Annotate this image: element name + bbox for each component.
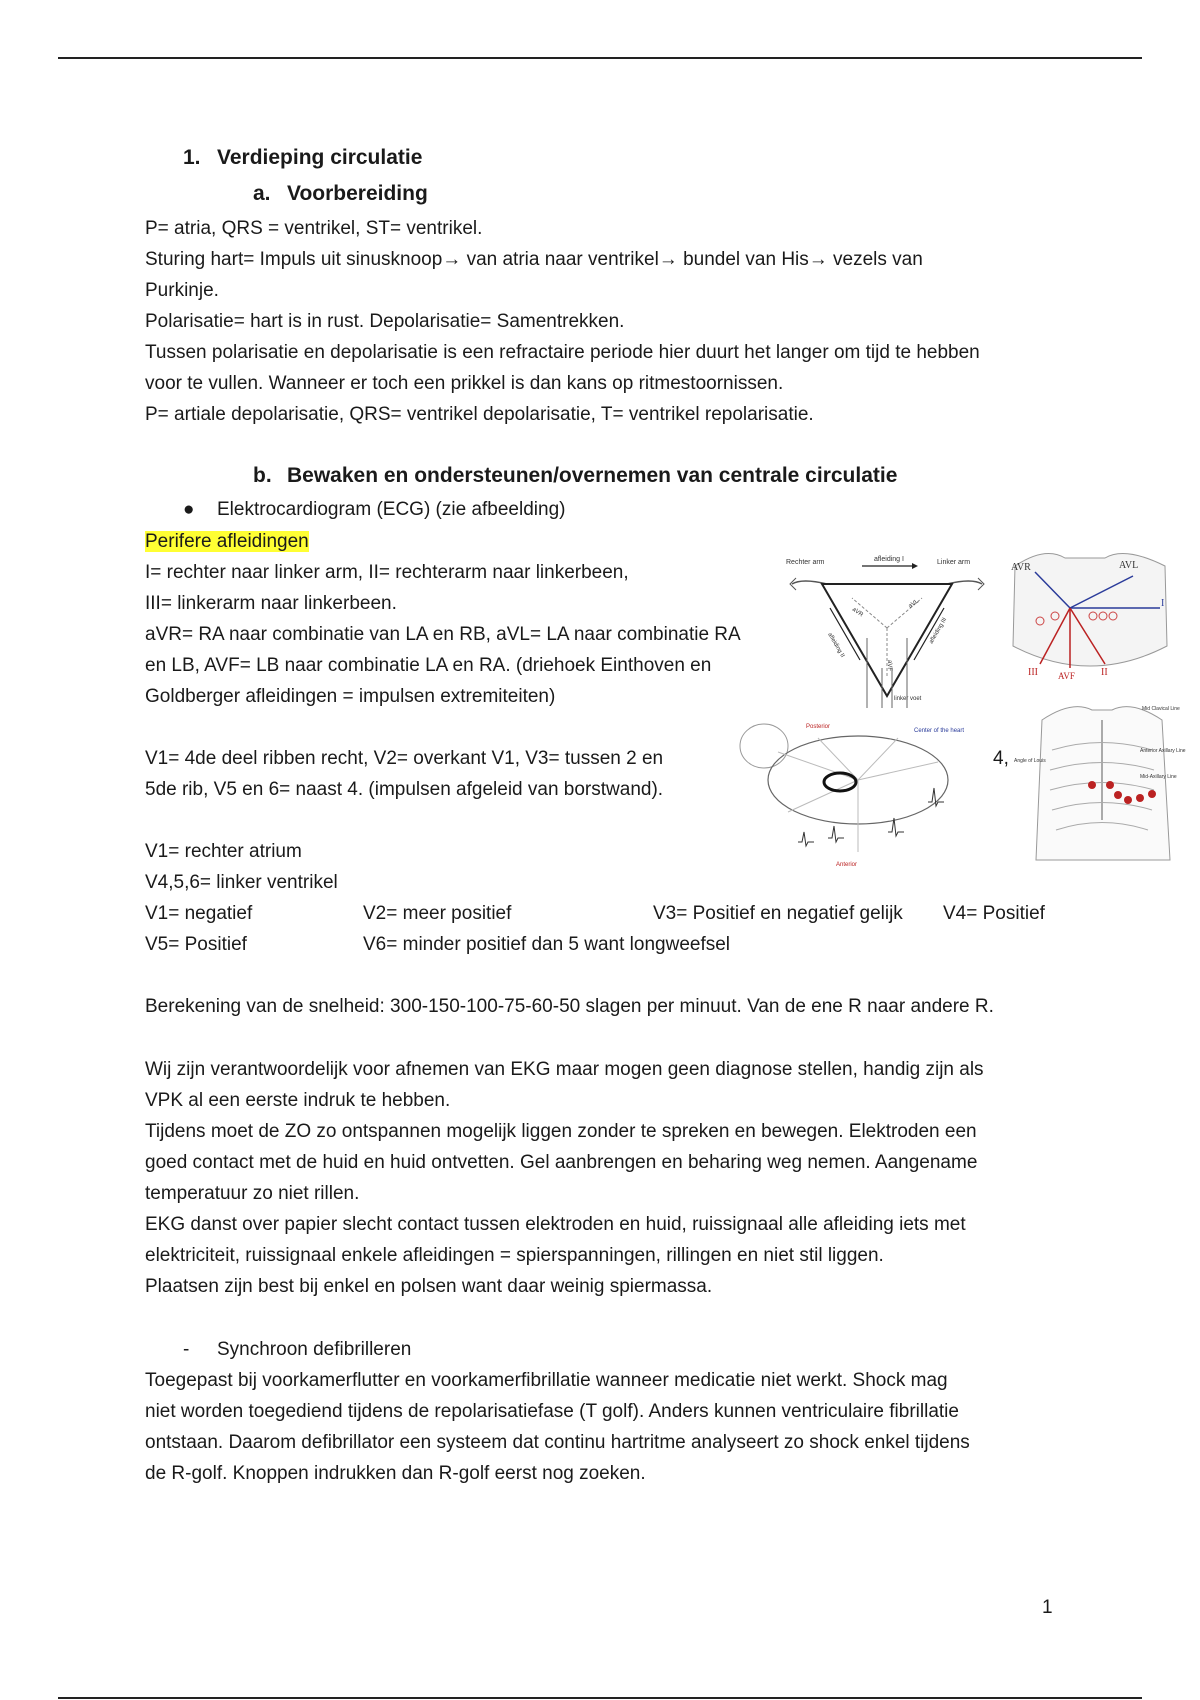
v-cell: V6= minder positief dan 5 want longweefsel xyxy=(363,934,731,955)
label-avr: aVR xyxy=(850,606,864,619)
text-line: Sturing hart= Impuls uit sinusknoop→ van atria naar ventrikel→ bundel van His→ vezels van xyxy=(145,249,923,270)
label-anterior: Anterior xyxy=(836,862,858,868)
text-line: Tijdens moet de ZO zo ontspannen mogelijk liggen zonder te spreken en bewegen. Elektroden een xyxy=(145,1121,977,1142)
text-line: VPK al een eerste indruk te hebben. xyxy=(145,1090,451,1111)
dash-marker: - xyxy=(183,1339,190,1360)
arrow-lead-ii xyxy=(830,608,860,660)
label-avf: aVF xyxy=(886,660,892,672)
text-line: V4,5,6= linker ventrikel xyxy=(145,872,338,893)
plane-line xyxy=(858,738,898,780)
text-line: Purkinje. xyxy=(145,280,219,301)
dash-item xyxy=(183,1334,411,1365)
text-line: Wij zijn verantwoordelijk voor afnemen van EKG maar mogen geen diagnose stellen, handig zijn als xyxy=(145,1059,984,1080)
electrode-v6 xyxy=(1148,790,1156,798)
label-avr-big: AVR xyxy=(1011,562,1031,573)
heading-1a-text: Voorbereiding xyxy=(287,182,428,205)
torso-outline xyxy=(1013,554,1167,667)
text-line: elektriciteit, ruissignaal enkele afleidingen = spierspanningen, rillingen en niet stil liggen. xyxy=(145,1245,884,1266)
v-cell: V1= negatief xyxy=(145,903,253,924)
text-line: niet worden toegediend tijdens de repolarisatiefase (T golf). Anders kunnen ventriculaire fibrillatie xyxy=(145,1401,959,1422)
label-avf-big: AVF xyxy=(1058,671,1075,681)
text-line: de R-golf. Knoppen indrukken dan R-golf eerst nog zoeken. xyxy=(145,1463,646,1484)
label-mid-clav: Mid Clavical Line xyxy=(1142,706,1180,712)
bullet-icon: ● xyxy=(183,499,195,520)
einthoven-triangle-figure xyxy=(782,548,992,718)
text-line: Plaatsen zijn best bij enkel en polsen want daar weinig spiermassa. xyxy=(145,1276,713,1297)
electrode-v3 xyxy=(1114,791,1122,799)
label-right-arm: Rechter arm xyxy=(786,559,825,566)
heading-1-text: Verdieping circulatie xyxy=(217,146,423,169)
label-leg: linker voet xyxy=(894,696,922,702)
text-line: V1= rechter atrium xyxy=(145,841,302,862)
arrowhead-lead-i xyxy=(912,563,918,569)
heading-1 xyxy=(183,146,422,170)
text-line: I= rechter naar linker arm, II= rechterarm naar linkerbeen, xyxy=(145,562,629,583)
text-line: EKG danst over papier slecht contact tussen elektroden en huid, ruissignaal alle afleiding iets met xyxy=(145,1214,966,1235)
v-cell: V2= meer positief xyxy=(363,903,512,924)
heading-1b xyxy=(253,464,897,488)
bottom-rule xyxy=(58,1697,1142,1699)
label-ant-axillary: Anterior Axillary Line xyxy=(1140,748,1186,754)
text-line: 5de rib, V5 en 6= naast 4. (impulsen afgeleid van borstwand). xyxy=(145,779,664,800)
heading-1a xyxy=(253,182,428,206)
text-line: en LB, AVF= LB naar combinatie LA en RA. (driehoek Einthoven en xyxy=(145,655,712,676)
text-line: ontstaan. Daarom defibrillator een systeem dat continu hartritme analyseert zo shock enkel tijdens xyxy=(145,1432,970,1453)
v-cell: V4= Positief xyxy=(943,903,1045,924)
torso-small xyxy=(740,724,788,768)
bullet-ecg xyxy=(183,496,565,524)
snelheid-text: Berekening van de snelheid: 300-150-100-75-60-50 slagen per minuut. Van de ene R naar andere R. xyxy=(145,996,994,1017)
label-angle: Angle of Louis xyxy=(1014,758,1046,764)
label-avl-big: AVL xyxy=(1119,560,1139,571)
heading-1-number: 1. xyxy=(183,146,201,169)
text-line: voor te vullen. Wanneer er toch een prikkel is dan kans op ritmestoornissen. xyxy=(145,373,784,394)
text-line: aVR= RA naar combinatie van LA en RB, aVL= LA naar combinatie RA xyxy=(145,624,741,645)
text-line: Toegepast bij voorkamerflutter en voorkamerfibrillatie wanneer medicatie niet werkt. Shock mag xyxy=(145,1370,948,1391)
bullet-ecg-text: Elektrocardiogram (ECG) (zie afbeelding) xyxy=(217,499,566,520)
text-line: Tussen polarisatie en depolarisatie is een refractaire periode hier duurt het langer om tijd te hebben xyxy=(145,342,980,363)
plane-line xyxy=(858,762,938,780)
precordial-axis-figure xyxy=(718,712,980,870)
text-line: P= artiale depolarisatie, QRS= ventrikel depolarisatie, T= ventrikel repolarisatie. xyxy=(145,404,814,425)
v-cell: V5= Positief xyxy=(145,934,247,955)
label-mid-axillary: Mid-Axillary Line xyxy=(1140,774,1177,780)
ecg-trace xyxy=(798,832,814,846)
text-line: Polarisatie= hart is in rust. Depolarisatie= Samentrekken. xyxy=(145,311,625,332)
text-line: P= atria, QRS = ventrikel, ST= ventrikel. xyxy=(145,218,483,239)
perifere-title xyxy=(145,526,309,557)
heading-1b-letter: b. xyxy=(253,464,272,487)
text-line: Goldberger afleidingen = impulsen extremiteiten) xyxy=(145,686,556,707)
heading-1b-text: Bewaken en ondersteunen/overnemen van centrale circulatie xyxy=(287,464,898,487)
label-lead-i: afleiding I xyxy=(874,556,904,563)
text-line: V1= 4de deel ribben recht, V2= overkant V1, V3= tussen 2 en xyxy=(145,748,664,769)
chest-electrodes-figure xyxy=(1012,690,1192,870)
label-left-arm: Linker arm xyxy=(937,559,971,566)
plane-line xyxy=(778,752,858,780)
plane-line xyxy=(788,780,858,812)
label-center: Center of the heart xyxy=(914,728,965,734)
text-line: temperatuur zo niet rillen. xyxy=(145,1183,360,1204)
ecg-trace xyxy=(828,826,844,842)
heading-1a-letter: a. xyxy=(253,182,271,205)
dash-item-text: Synchroon defibrilleren xyxy=(217,1339,412,1360)
electrode-v2 xyxy=(1106,781,1114,789)
precordial-extra: 4, xyxy=(993,748,1009,769)
label-lead-iii: afleiding III xyxy=(928,616,949,645)
page-number: 1 xyxy=(1042,1597,1053,1618)
electrode-v4 xyxy=(1124,796,1132,804)
goldberger-figure xyxy=(995,536,1185,686)
label-avl: aVL xyxy=(907,598,920,610)
label-i: I xyxy=(1161,598,1165,609)
text-line: goed contact met de huid en huid ontvetten. Gel aanbrengen en beharing weg nemen. Aangename xyxy=(145,1152,978,1173)
text-line: III= linkerarm naar linkerbeen. xyxy=(145,593,397,614)
label-ii: II xyxy=(1101,667,1108,678)
label-iii: III xyxy=(1028,667,1038,678)
label-posterior: Posterior xyxy=(806,724,831,730)
perifere-title-highlight: Perifere afleidingen xyxy=(145,531,309,552)
top-rule xyxy=(58,57,1142,59)
electrode-v5 xyxy=(1136,794,1144,802)
electrode-v1 xyxy=(1088,781,1096,789)
label-lead-ii: afleiding II xyxy=(826,632,846,659)
v-cell: V3= Positief en negatief gelijk xyxy=(653,903,903,924)
